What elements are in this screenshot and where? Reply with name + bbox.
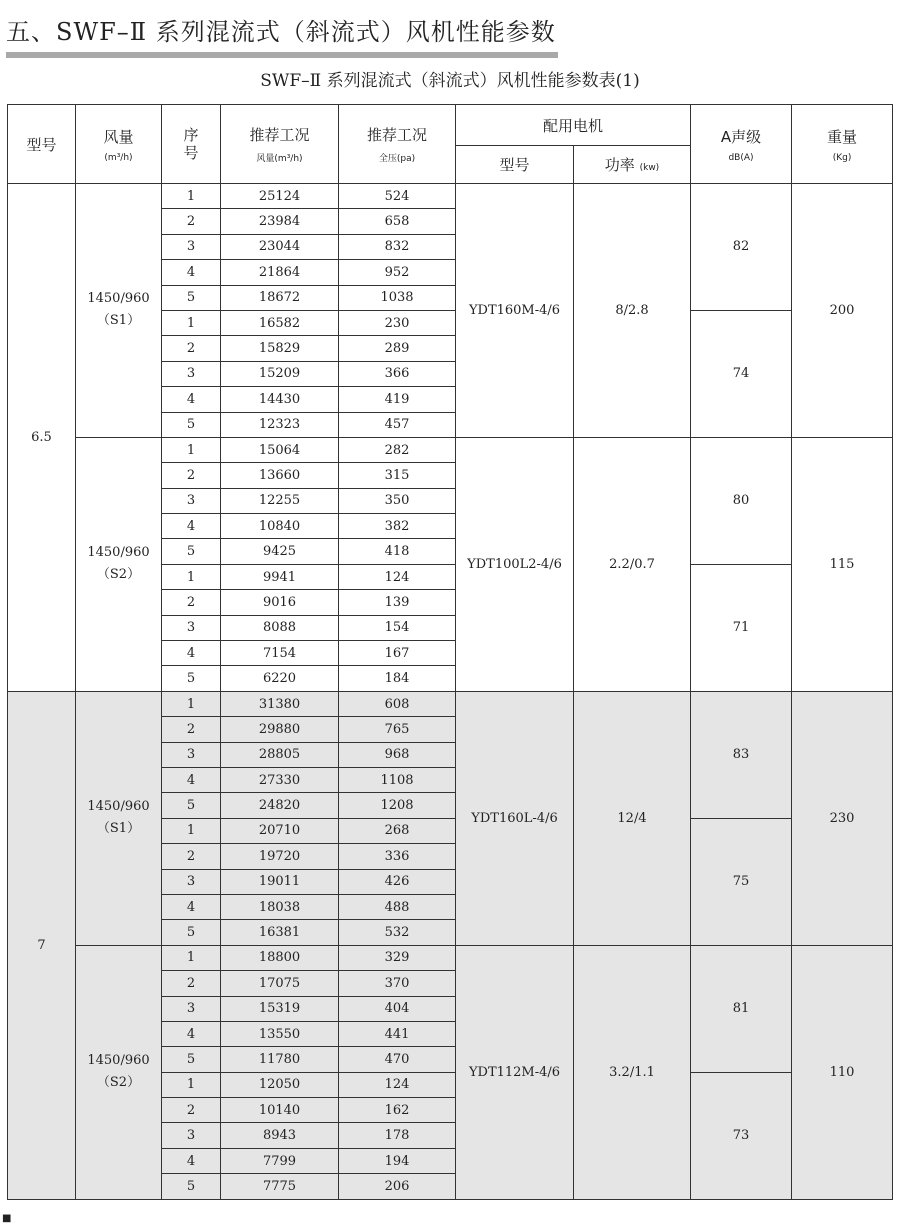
seq-cell: 4 [162, 641, 221, 666]
pressure-cell: 1108 [339, 767, 456, 792]
motor-model-cell: YDT160L-4/6 [456, 691, 574, 945]
seq-cell: 3 [162, 488, 221, 513]
pressure-cell: 350 [339, 488, 456, 513]
pressure-cell: 370 [339, 971, 456, 996]
seq-cell: 1 [162, 310, 221, 335]
speed-text: 1450/960 [87, 545, 150, 561]
flow-cell: 15319 [221, 996, 339, 1021]
flow-cell: 8088 [221, 615, 339, 640]
header-model: 型号 [8, 105, 76, 184]
seq-cell: 1 [162, 818, 221, 843]
header-weight-unit: (Kg) [832, 152, 852, 163]
pressure-cell: 268 [339, 818, 456, 843]
airflow-cell [76, 184, 162, 438]
flow-cell: 20710 [221, 818, 339, 843]
flow-cell: 15829 [221, 336, 339, 361]
motor-model-cell: YDT100L2-4/6 [456, 437, 574, 691]
header-motor-power: 功率 (kw) [574, 146, 691, 184]
table-body [8, 184, 893, 1200]
flow-cell: 9425 [221, 539, 339, 564]
seq-cell: 2 [162, 209, 221, 234]
weight-cell: 230 [792, 691, 893, 945]
table-row [8, 945, 893, 970]
pressure-cell: 608 [339, 691, 456, 716]
flow-cell: 19720 [221, 844, 339, 869]
seq-cell: 5 [162, 920, 221, 945]
header-rec-flow: 推荐工况 风量(m³/h) [221, 105, 339, 184]
header-motor-power-unit: (kw) [639, 163, 660, 173]
pressure-cell: 952 [339, 260, 456, 285]
flow-cell: 12323 [221, 412, 339, 437]
weight-cell: 115 [792, 437, 893, 691]
pressure-cell: 124 [339, 564, 456, 589]
flow-cell: 28805 [221, 742, 339, 767]
flow-cell: 18672 [221, 285, 339, 310]
flow-cell: 10140 [221, 1098, 339, 1123]
seq-cell: 1 [162, 564, 221, 589]
noise-cell: 73 [691, 1072, 792, 1199]
speed-text: 1450/960 [87, 291, 150, 307]
seq-cell: 5 [162, 539, 221, 564]
seq-cell: 3 [162, 361, 221, 386]
header-motor: 配用电机 [456, 105, 691, 146]
seq-cell: 5 [162, 793, 221, 818]
pressure-cell: 336 [339, 844, 456, 869]
seq-cell: 1 [162, 184, 221, 209]
noise-cell: 81 [691, 945, 792, 1072]
pressure-cell: 194 [339, 1148, 456, 1173]
pressure-cell: 366 [339, 361, 456, 386]
flow-cell: 16582 [221, 310, 339, 335]
seat-text: （S2） [96, 567, 141, 583]
flow-cell: 11780 [221, 1047, 339, 1072]
flow-cell: 9941 [221, 564, 339, 589]
weight-cell: 200 [792, 184, 893, 438]
motor-power-cell: 8/2.8 [574, 184, 691, 438]
flow-cell: 29880 [221, 717, 339, 742]
weight-cell: 110 [792, 945, 893, 1199]
seq-cell: 2 [162, 463, 221, 488]
seat-text: （S2） [96, 1075, 141, 1091]
seq-cell: 2 [162, 1098, 221, 1123]
flow-cell: 23044 [221, 234, 339, 259]
header-seq: 序号 [162, 105, 221, 184]
flow-cell: 8943 [221, 1123, 339, 1148]
pressure-cell: 139 [339, 590, 456, 615]
motor-power-cell: 3.2/1.1 [574, 945, 691, 1199]
seq-cell: 3 [162, 234, 221, 259]
flow-cell: 10840 [221, 514, 339, 539]
pressure-cell: 329 [339, 945, 456, 970]
flow-cell: 15209 [221, 361, 339, 386]
header-rec-pressure: 推荐工况 全压(pa) [339, 105, 456, 184]
pressure-cell: 426 [339, 869, 456, 894]
pressure-cell: 382 [339, 514, 456, 539]
seat-text: （S1） [96, 313, 141, 329]
noise-cell: 75 [691, 818, 792, 945]
flow-cell: 15064 [221, 437, 339, 462]
seq-cell: 3 [162, 615, 221, 640]
speed-text: 1450/960 [87, 799, 150, 815]
pressure-cell: 315 [339, 463, 456, 488]
pressure-cell: 457 [339, 412, 456, 437]
flow-cell: 7154 [221, 641, 339, 666]
flow-cell: 19011 [221, 869, 339, 894]
pressure-cell: 968 [339, 742, 456, 767]
seq-cell: 2 [162, 336, 221, 361]
pressure-cell: 1038 [339, 285, 456, 310]
seq-cell: 5 [162, 412, 221, 437]
pressure-cell: 441 [339, 1021, 456, 1046]
pressure-cell: 658 [339, 209, 456, 234]
pressure-cell: 532 [339, 920, 456, 945]
header-rec-pressure-unit: 全压(pa) [378, 154, 416, 164]
airflow-cell [76, 691, 162, 945]
heading-underline [6, 52, 558, 58]
motor-model-cell: YDT112M-4/6 [456, 945, 574, 1199]
header-noise: A声级 dB(A) [691, 105, 792, 184]
flow-cell: 18800 [221, 945, 339, 970]
pressure-cell: 206 [339, 1174, 456, 1200]
flow-cell: 9016 [221, 590, 339, 615]
motor-model-cell: YDT160M-4/6 [456, 184, 574, 438]
seq-cell: 4 [162, 260, 221, 285]
table-row [8, 437, 893, 462]
seq-cell: 4 [162, 514, 221, 539]
pressure-cell: 230 [339, 310, 456, 335]
seq-cell: 4 [162, 767, 221, 792]
model-cell: 7 [8, 691, 76, 1199]
seq-cell: 4 [162, 894, 221, 919]
noise-cell: 82 [691, 184, 792, 311]
speed-text: 1450/960 [87, 1053, 150, 1069]
header-noise-unit: dB(A) [728, 152, 754, 163]
seq-cell: 1 [162, 691, 221, 716]
table-title: SWF–Ⅱ 系列混流式（斜流式）风机性能参数表(1) [260, 71, 640, 91]
pressure-cell: 832 [339, 234, 456, 259]
pressure-cell: 1208 [339, 793, 456, 818]
seq-cell: 2 [162, 844, 221, 869]
seq-cell: 3 [162, 869, 221, 894]
airflow-cell [76, 437, 162, 691]
header-weight: 重量 (Kg) [792, 105, 893, 184]
performance-table [7, 104, 893, 1200]
pressure-cell: 162 [339, 1098, 456, 1123]
seq-cell: 2 [162, 590, 221, 615]
seq-cell: 1 [162, 945, 221, 970]
flow-cell: 14430 [221, 387, 339, 412]
seq-cell: 4 [162, 1148, 221, 1173]
pressure-cell: 154 [339, 615, 456, 640]
noise-cell: 83 [691, 691, 792, 818]
seq-cell: 5 [162, 1174, 221, 1200]
noise-cell: 80 [691, 437, 792, 564]
flow-cell: 16381 [221, 920, 339, 945]
header-airflow-unit: (m³/h) [104, 152, 133, 163]
flow-cell: 13660 [221, 463, 339, 488]
noise-cell: 71 [691, 564, 792, 691]
seq-cell: 2 [162, 971, 221, 996]
pressure-cell: 184 [339, 666, 456, 691]
flow-cell: 23984 [221, 209, 339, 234]
model-cell: 6.5 [8, 184, 76, 692]
pressure-cell: 488 [339, 894, 456, 919]
flow-cell: 18038 [221, 894, 339, 919]
seat-text: （S1） [96, 821, 141, 837]
seq-cell: 2 [162, 717, 221, 742]
header-motor-model: 型号 [456, 146, 574, 184]
page-corner-mark: ■ [2, 1213, 12, 1224]
flow-cell: 24820 [221, 793, 339, 818]
flow-cell: 27330 [221, 767, 339, 792]
seq-cell: 3 [162, 1123, 221, 1148]
noise-cell: 74 [691, 310, 792, 437]
seq-cell: 4 [162, 1021, 221, 1046]
pressure-cell: 765 [339, 717, 456, 742]
flow-cell: 7799 [221, 1148, 339, 1173]
pressure-cell: 524 [339, 184, 456, 209]
pressure-cell: 470 [339, 1047, 456, 1072]
flow-cell: 21864 [221, 260, 339, 285]
motor-power-cell: 12/4 [574, 691, 691, 945]
seq-cell: 3 [162, 742, 221, 767]
seq-cell: 1 [162, 1072, 221, 1097]
pressure-cell: 178 [339, 1123, 456, 1148]
flow-cell: 17075 [221, 971, 339, 996]
seq-cell: 1 [162, 437, 221, 462]
table-row [8, 691, 893, 716]
pressure-cell: 418 [339, 539, 456, 564]
seq-cell: 5 [162, 285, 221, 310]
pressure-cell: 167 [339, 641, 456, 666]
seq-cell: 5 [162, 1047, 221, 1072]
pressure-cell: 404 [339, 996, 456, 1021]
flow-cell: 31380 [221, 691, 339, 716]
flow-cell: 6220 [221, 666, 339, 691]
seq-cell: 3 [162, 996, 221, 1021]
flow-cell: 7775 [221, 1174, 339, 1200]
table-row [8, 184, 893, 209]
header-rec-flow-unit: 风量(m³/h) [256, 154, 303, 164]
page-heading: 五、SWF–Ⅱ 系列混流式（斜流式）风机性能参数 [6, 18, 556, 46]
motor-power-cell: 2.2/0.7 [574, 437, 691, 691]
flow-cell: 12050 [221, 1072, 339, 1097]
seq-cell: 5 [162, 666, 221, 691]
header-airflow: 风量 (m³/h) [76, 105, 162, 184]
pressure-cell: 289 [339, 336, 456, 361]
flow-cell: 12255 [221, 488, 339, 513]
pressure-cell: 124 [339, 1072, 456, 1097]
pressure-cell: 282 [339, 437, 456, 462]
flow-cell: 13550 [221, 1021, 339, 1046]
pressure-cell: 419 [339, 387, 456, 412]
airflow-cell [76, 945, 162, 1199]
flow-cell: 25124 [221, 184, 339, 209]
seq-cell: 4 [162, 387, 221, 412]
